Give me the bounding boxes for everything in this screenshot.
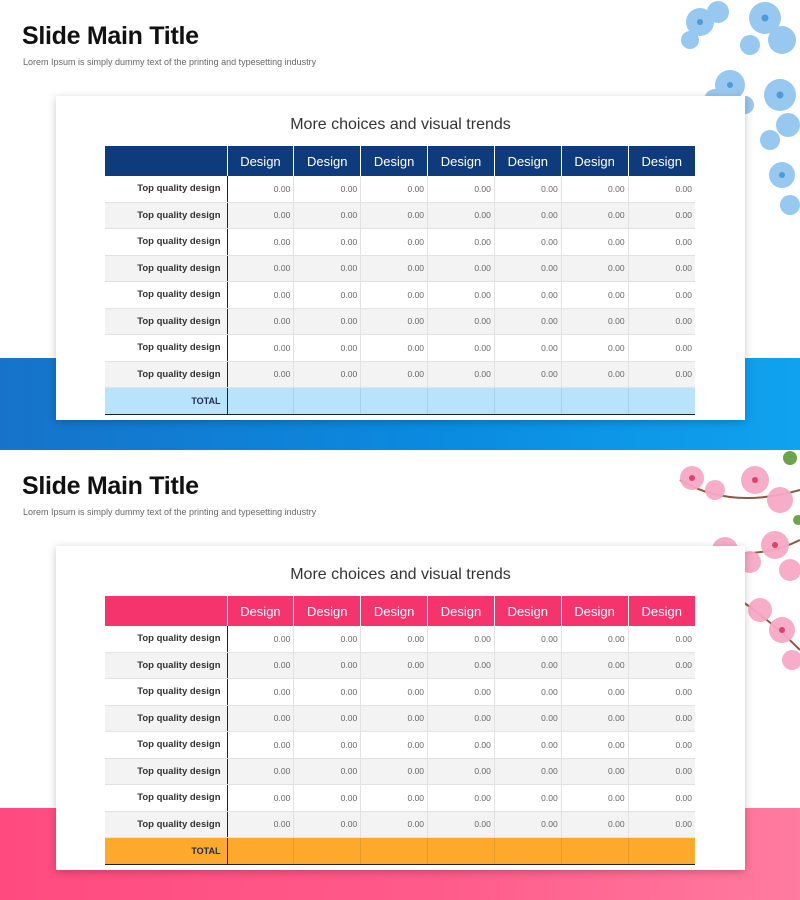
card-title: More choices and visual trends	[290, 566, 511, 583]
column-header: Design	[361, 146, 428, 176]
total-cell	[561, 838, 628, 865]
table-cell: 0.00	[294, 255, 361, 282]
table-cell: 0.00	[561, 732, 628, 759]
column-header: Design	[561, 596, 628, 626]
table-cell: 0.00	[561, 626, 628, 652]
table-cell: 0.00	[227, 282, 294, 309]
table-cell: 0.00	[361, 652, 428, 679]
table-cell: 0.00	[361, 361, 428, 388]
table-row	[105, 176, 695, 202]
table-cell: 0.00	[628, 652, 695, 679]
column-header: Design	[294, 146, 361, 176]
table-cell: 0.00	[561, 282, 628, 309]
total-label: TOTAL	[105, 388, 227, 415]
table-cell: 0.00	[361, 176, 428, 202]
table-cell: 0.00	[494, 361, 561, 388]
header-corner	[105, 596, 227, 626]
table-cell: 0.00	[628, 361, 695, 388]
total-cell	[294, 838, 361, 865]
table-cell: 0.00	[561, 652, 628, 679]
table-row	[105, 626, 695, 652]
slide-title: Slide Main Title	[22, 22, 199, 50]
table-cell: 0.00	[294, 705, 361, 732]
column-header: Design	[628, 596, 695, 626]
table-cell: 0.00	[227, 308, 294, 335]
table-cell: 0.00	[361, 308, 428, 335]
table-cell: 0.00	[227, 732, 294, 759]
row-label: Top quality design	[105, 308, 227, 335]
table-cell: 0.00	[361, 811, 428, 838]
table-cell: 0.00	[294, 229, 361, 256]
table-cell: 0.00	[428, 705, 495, 732]
total-label: TOTAL	[105, 838, 227, 865]
table-row	[105, 785, 695, 812]
table-row	[105, 652, 695, 679]
table-cell: 0.00	[494, 335, 561, 362]
table-cell: 0.00	[361, 255, 428, 282]
table-cell: 0.00	[428, 652, 495, 679]
slide-subtitle: Lorem Ipsum is simply dummy text of the printing and typesetting industry	[23, 507, 317, 517]
column-header: Design	[361, 596, 428, 626]
total-cell	[361, 838, 428, 865]
table-cell: 0.00	[628, 811, 695, 838]
table-row	[105, 811, 695, 838]
column-header: Design	[494, 596, 561, 626]
table-cell: 0.00	[227, 229, 294, 256]
table-cell: 0.00	[294, 679, 361, 706]
table-cell: 0.00	[361, 679, 428, 706]
column-header: Design	[227, 596, 294, 626]
table-cell: 0.00	[428, 229, 495, 256]
table-cell: 0.00	[428, 335, 495, 362]
table-cell: 0.00	[361, 705, 428, 732]
table-cell: 0.00	[428, 176, 495, 202]
table-cell: 0.00	[294, 626, 361, 652]
table-cell: 0.00	[227, 811, 294, 838]
row-label: Top quality design	[105, 652, 227, 679]
table-cell: 0.00	[227, 202, 294, 229]
table-cell: 0.00	[227, 705, 294, 732]
table-cell: 0.00	[494, 229, 561, 256]
row-label: Top quality design	[105, 679, 227, 706]
table-cell: 0.00	[361, 785, 428, 812]
table-cell: 0.00	[561, 361, 628, 388]
row-label: Top quality design	[105, 229, 227, 256]
table-cell: 0.00	[561, 705, 628, 732]
table-cell: 0.00	[361, 626, 428, 652]
column-header: Design	[227, 146, 294, 176]
table-cell: 0.00	[294, 652, 361, 679]
row-label: Top quality design	[105, 282, 227, 309]
table-cell: 0.00	[361, 335, 428, 362]
table-row	[105, 758, 695, 785]
total-cell	[294, 388, 361, 415]
table-cell: 0.00	[227, 785, 294, 812]
table-cell: 0.00	[428, 758, 495, 785]
table-cell: 0.00	[494, 308, 561, 335]
slide-pink	[0, 450, 800, 900]
column-header: Design	[428, 596, 495, 626]
table-cell: 0.00	[428, 255, 495, 282]
row-label: Top quality design	[105, 732, 227, 759]
table-cell: 0.00	[628, 626, 695, 652]
row-label: Top quality design	[105, 785, 227, 812]
table-cell: 0.00	[361, 758, 428, 785]
row-label: Top quality design	[105, 335, 227, 362]
table-cell: 0.00	[628, 785, 695, 812]
table-row	[105, 335, 695, 362]
table-row	[105, 732, 695, 759]
table-cell: 0.00	[361, 229, 428, 256]
total-cell	[628, 838, 695, 865]
table-cell: 0.00	[494, 176, 561, 202]
table-cell: 0.00	[227, 176, 294, 202]
table-cell: 0.00	[561, 335, 628, 362]
table-cell: 0.00	[494, 758, 561, 785]
total-cell	[428, 838, 495, 865]
data-table	[105, 146, 695, 415]
total-cell	[494, 838, 561, 865]
table-cell: 0.00	[494, 255, 561, 282]
row-label: Top quality design	[105, 176, 227, 202]
table-cell: 0.00	[494, 202, 561, 229]
table-cell: 0.00	[227, 758, 294, 785]
table-card	[56, 96, 745, 420]
total-cell	[428, 388, 495, 415]
table-cell: 0.00	[361, 202, 428, 229]
table-cell: 0.00	[361, 282, 428, 309]
table-cell: 0.00	[227, 652, 294, 679]
table-cell: 0.00	[428, 308, 495, 335]
table-cell: 0.00	[428, 732, 495, 759]
row-label: Top quality design	[105, 705, 227, 732]
table-cell: 0.00	[561, 202, 628, 229]
total-cell	[227, 838, 294, 865]
table-cell: 0.00	[628, 335, 695, 362]
table-cell: 0.00	[294, 335, 361, 362]
table-cell: 0.00	[494, 282, 561, 309]
total-cell	[227, 388, 294, 415]
table-cell: 0.00	[628, 705, 695, 732]
total-row	[105, 388, 695, 415]
total-row	[105, 838, 695, 865]
table-cell: 0.00	[428, 785, 495, 812]
table-row	[105, 705, 695, 732]
table-row	[105, 229, 695, 256]
table-cell: 0.00	[628, 229, 695, 256]
row-label: Top quality design	[105, 361, 227, 388]
table-cell: 0.00	[628, 202, 695, 229]
table-row	[105, 308, 695, 335]
row-label: Top quality design	[105, 626, 227, 652]
total-cell	[361, 388, 428, 415]
row-label: Top quality design	[105, 202, 227, 229]
table-cell: 0.00	[561, 758, 628, 785]
table-cell: 0.00	[294, 785, 361, 812]
table-cell: 0.00	[628, 308, 695, 335]
table-cell: 0.00	[494, 652, 561, 679]
table-cell: 0.00	[494, 785, 561, 812]
table-row	[105, 255, 695, 282]
column-header: Design	[561, 146, 628, 176]
table-cell: 0.00	[561, 308, 628, 335]
table-row	[105, 282, 695, 309]
table-cell: 0.00	[294, 811, 361, 838]
table-cell: 0.00	[561, 785, 628, 812]
table-cell: 0.00	[494, 705, 561, 732]
table-cell: 0.00	[294, 758, 361, 785]
row-label: Top quality design	[105, 758, 227, 785]
table-cell: 0.00	[628, 679, 695, 706]
column-header: Design	[494, 146, 561, 176]
table-cell: 0.00	[428, 679, 495, 706]
header-corner	[105, 146, 227, 176]
table-cell: 0.00	[294, 732, 361, 759]
table-cell: 0.00	[428, 626, 495, 652]
table-cell: 0.00	[227, 679, 294, 706]
card-title: More choices and visual trends	[290, 116, 511, 133]
table-cell: 0.00	[428, 811, 495, 838]
table-cell: 0.00	[294, 282, 361, 309]
table-cell: 0.00	[561, 176, 628, 202]
table-row	[105, 679, 695, 706]
table-cell: 0.00	[494, 811, 561, 838]
table-row	[105, 202, 695, 229]
total-cell	[628, 388, 695, 415]
table-cell: 0.00	[294, 202, 361, 229]
table-cell: 0.00	[494, 626, 561, 652]
table-cell: 0.00	[494, 679, 561, 706]
table-cell: 0.00	[227, 361, 294, 388]
data-table	[105, 596, 695, 865]
table-cell: 0.00	[628, 758, 695, 785]
table-cell: 0.00	[227, 255, 294, 282]
table-cell: 0.00	[294, 361, 361, 388]
column-header: Design	[628, 146, 695, 176]
table-cell: 0.00	[628, 732, 695, 759]
table-cell: 0.00	[628, 255, 695, 282]
table-row	[105, 361, 695, 388]
table-cell: 0.00	[428, 202, 495, 229]
table-cell: 0.00	[294, 308, 361, 335]
table-cell: 0.00	[227, 335, 294, 362]
table-cell: 0.00	[561, 229, 628, 256]
slide-title: Slide Main Title	[22, 472, 199, 500]
column-header: Design	[428, 146, 495, 176]
table-card	[56, 546, 745, 870]
table-cell: 0.00	[361, 732, 428, 759]
total-cell	[561, 388, 628, 415]
total-cell	[494, 388, 561, 415]
row-label: Top quality design	[105, 255, 227, 282]
table-cell: 0.00	[561, 679, 628, 706]
table-cell: 0.00	[227, 626, 294, 652]
table-cell: 0.00	[428, 361, 495, 388]
row-label: Top quality design	[105, 811, 227, 838]
header-row	[105, 146, 695, 176]
table-cell: 0.00	[628, 176, 695, 202]
header-row	[105, 596, 695, 626]
table-cell: 0.00	[628, 282, 695, 309]
table-cell: 0.00	[294, 176, 361, 202]
table-cell: 0.00	[494, 732, 561, 759]
table-cell: 0.00	[428, 282, 495, 309]
slide-subtitle: Lorem Ipsum is simply dummy text of the printing and typesetting industry	[23, 57, 317, 67]
column-header: Design	[294, 596, 361, 626]
table-cell: 0.00	[561, 255, 628, 282]
table-cell: 0.00	[561, 811, 628, 838]
